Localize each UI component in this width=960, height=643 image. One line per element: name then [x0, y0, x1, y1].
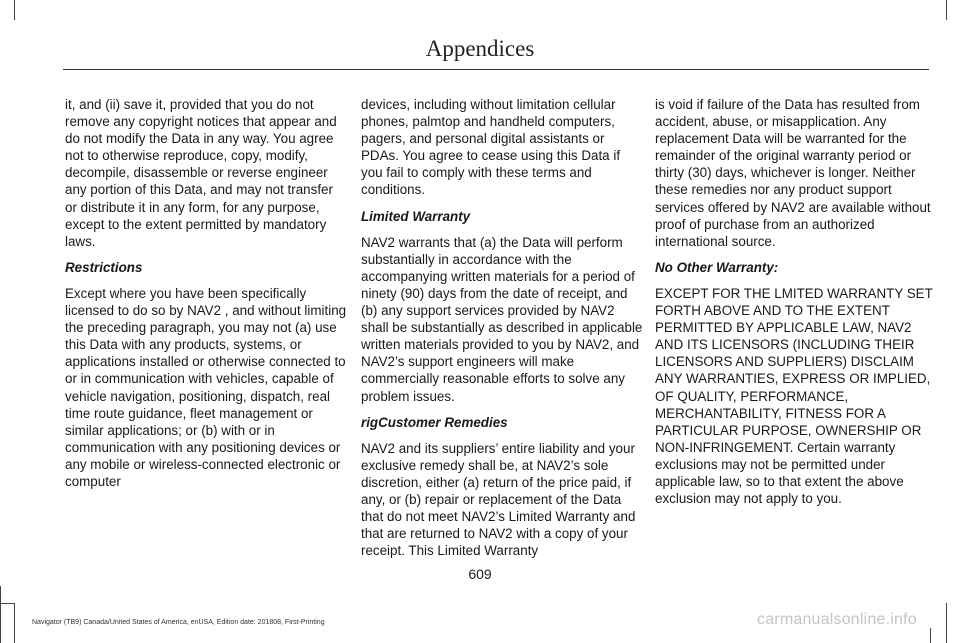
text-column-3	[655, 96, 937, 516]
paragraph: Except where you have been specifically licensed to do so by NAV2 , and without limiting the preceding paragraph, you may not (a) use this Data with any products, systems, or applications installed or otherwise connected to or in communication with vehicles, capable of vehicle navigation, positioning, dispatch, real time route guidance, fleet management or similar applications; or (b) with or in communication with any positioning devices or any mobile or wireless-connected electronic or computer	[65, 285, 347, 489]
crop-mark	[930, 628, 931, 643]
crop-mark	[0, 586, 1, 643]
paragraph: EXCEPT FOR THE LMITED WARRANTY SET FORTH ABOVE AND TO THE EXTENT PERMITTED BY APPLICABLE LAW, NAV2 AND ITS LICENSORS (INCLUDING THEIR LICENSORS AND SUPPLIERS) DISCLAIM ANY WARRANTIES, EXPRESS OR IMPLIED, OF QUALITY, PERFORMANCE, MERCHANTABILITY, FITNESS FOR A PARTICULAR PURPOSE, OWNERSHIP OR NON-INFRINGEMENT. Certain warranty exclusions may not be permitted under applicable law, so to that extent the above exclusion may not apply to you.	[655, 285, 933, 507]
header-divider	[63, 69, 929, 70]
section-heading: rigCustomer Remedies	[361, 414, 508, 430]
text-column-2	[361, 96, 643, 568]
paragraph: NAV2 and its suppliers’ entire liability and your exclusive remedy shall be, at NAV2’s sole discretion, either (a) return of the price paid, if any, or (b) repair or replacement of the Data that do not meet NAV2’s Limited Warranty and that are returned to NAV2 with a copy of your receipt. This Limited Warranty	[361, 440, 636, 559]
crop-mark	[946, 0, 947, 20]
text-column-1	[65, 96, 347, 499]
paragraph: NAV2 warrants that (a) the Data will perform substantially in accordance with the accompanying written materials for a period of ninety (90) days from the date of receipt, and (b) any support services provided by NAV2 shall be substantially as described in applicable written materials provided to you by NAV2, and NAV2’s support engineers will make commercially reasonable efforts to solve any problem issues.	[361, 234, 643, 404]
watermark-text[interactable]: carmanualsonline.info	[757, 611, 917, 628]
section-heading: Limited Warranty	[361, 208, 471, 224]
section-heading: No Other Warranty:	[655, 259, 779, 275]
crop-mark	[14, 0, 15, 20]
paragraph: devices, including without limitation cellular phones, palmtop and handheld computers, pagers, and personal digital assistants or PDAs. You agree to cease using this Data if you fail to comply with these terms and conditions.	[361, 97, 621, 198]
edition-footer: Navigator (TB9) Canada/United States of America, enUSA, Edition date: 201808, First-Printing	[32, 619, 325, 626]
paragraph: it, and (ii) save it, provided that you do not remove any copyright notices that appear and do not modify the Data in any way. You agree not to otherwise reproduce, copy, modify, decompile, disassemble or reverse engineer any portion of this Data, and may not transfer or distribute it in any form, for any purpose, except to the extent permitted by mandatory laws.	[65, 97, 337, 249]
crop-mark	[0, 603, 14, 604]
section-heading: Restrictions	[65, 259, 143, 275]
paragraph: is void if failure of the Data has resulted from accident, abuse, or misapplication. Any replacement Data will be warranted for the remainder of the original warranty period or thirty (30) days, whichever is longer. Neither these remedies nor any product support services offered by NAV2 are available without proof of purchase from an authorized international source.	[655, 97, 931, 249]
page-number: 609	[468, 566, 492, 582]
page-title: Appendices	[425, 36, 535, 61]
crop-mark	[14, 603, 15, 643]
crop-mark	[946, 603, 947, 643]
